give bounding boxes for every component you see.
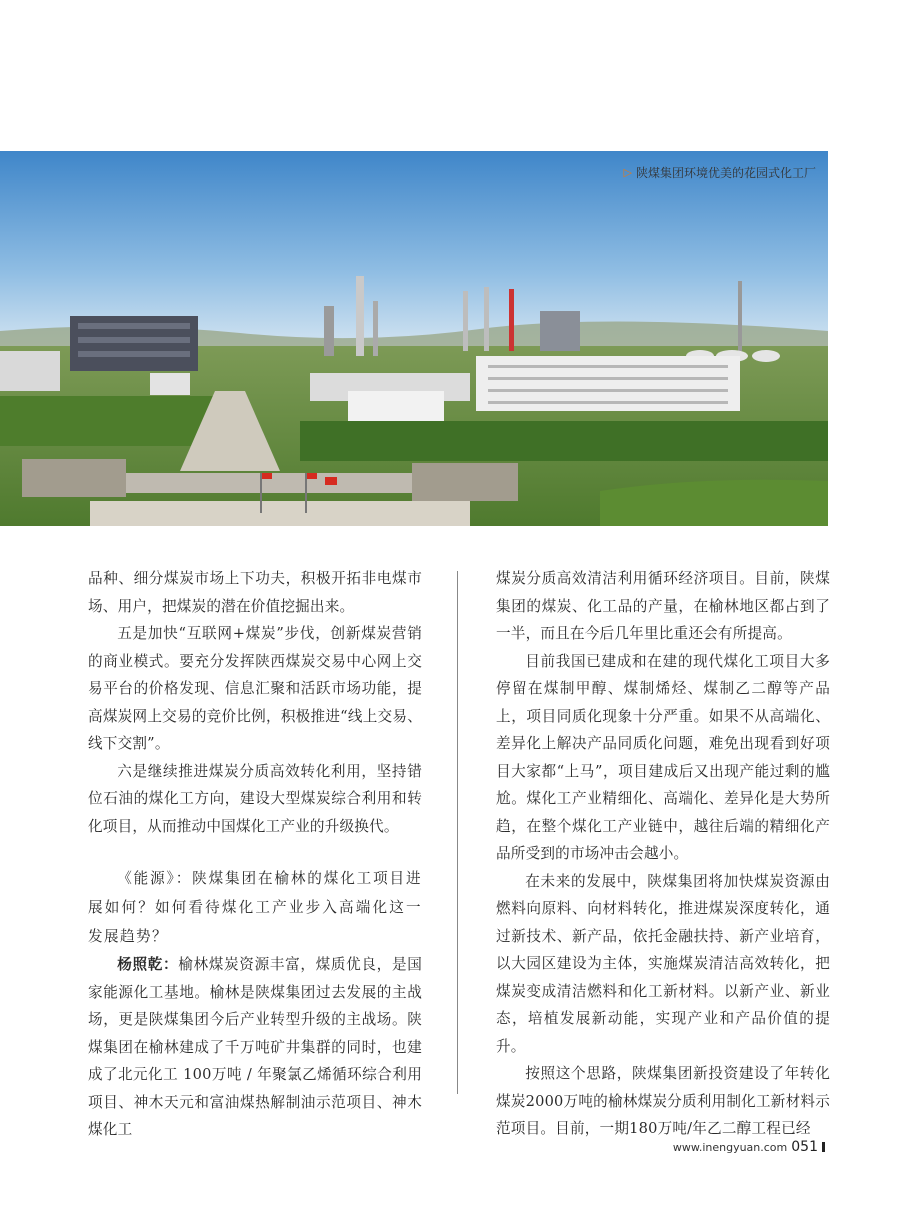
right-paragraph-3: 在未来的发展中，陕煤集团将加快煤炭资源由燃料向原料、向材料转化，推进煤炭深度转化，通过新技术、新产品，依托金融扶持、新产业培育，以大园区建设为主体，实施煤炭清洁高效转化，把煤炭变成清洁燃料和化工新材料。以新产业、新业态，培植发展新动能，实现产业和产品价值的提升。 bbox=[496, 872, 830, 1055]
interview-question: 《能源》：陕煤集团在榆林的煤化工项目进展如何？如何看待煤化工产业步入高端化这一发展趋势？ bbox=[88, 870, 422, 945]
right-paragraph-4: 按照这个思路，陕煤集团新投资建设了年转化煤炭2000万吨的榆林煤炭分质利用制化工新材料示范项目。目前，一期180万吨/年乙二醇工程已经 bbox=[496, 1065, 830, 1137]
speaker-name: 杨照乾： bbox=[117, 956, 179, 973]
right-column bbox=[496, 565, 830, 1143]
right-paragraph-2: 目前我国已建成和在建的现代煤化工项目大多停留在煤制甲醇、煤制烯烃、煤制乙二醇等产品上，项目同质化现象十分严重。如果不从高端化、差异化上解决产品同质化问题，难免出现看到好项目大家都“上马”，项目建成后又出现产能过剩的尴尬。煤化工产业精细化、高端化、差异化是大势所趋，在整个煤化工产业链中，越往后端的精细化产品所受到的市场冲击会越小。 bbox=[496, 652, 830, 862]
column-divider bbox=[457, 571, 458, 1094]
caption-triangle-icon: ▷ bbox=[623, 166, 632, 179]
footer-url: www.inengyuan.com bbox=[672, 1140, 788, 1154]
photo-caption bbox=[624, 164, 816, 181]
left-column bbox=[88, 565, 422, 1144]
left-paragraph-2: 五是加快“互联网+煤炭”步伐，创新煤炭营销的商业模式。要充分发挥陕西煤炭交易中心网上交易平台的价格发现、信息汇聚和活跃市场功能，提高煤炭网上交易的竞价比例，积极推进“线上交易、线下交割”。 bbox=[88, 625, 422, 752]
right-paragraph-1: 煤炭分质高效清洁利用循环经济项目。目前，陕煤集团的煤炭、化工品的产量，在榆林地区都占到了一半，而且在今后几年里比重还会有所提高。 bbox=[496, 570, 830, 642]
page-footer bbox=[673, 1139, 828, 1155]
factory-illustration bbox=[0, 151, 828, 526]
page-number: 051 bbox=[791, 1139, 818, 1155]
page-marker-icon bbox=[822, 1142, 828, 1152]
caption-text: 陕煤集团环境优美的花园式化工厂 bbox=[635, 166, 816, 180]
factory-photo bbox=[0, 151, 828, 526]
left-paragraph-1: 品种、细分煤炭市场上下功夫，积极开拓非电煤市场、用户，把煤炭的潜在价值挖掘出来。 bbox=[88, 570, 422, 615]
left-paragraph-3: 六是继续推进煤炭分质高效转化利用，坚持错位石油的煤化工方向，建设大型煤炭综合利用和转化项目，从而推动中国煤化工产业的升级换代。 bbox=[88, 762, 422, 835]
answer-text: 榆林煤炭资源丰富，煤质优良，是国家能源化工基地。榆林是陕煤集团过去发展的主战场，更是陕煤集团今后产业转型升级的主战场。陕煤集团在榆林建成了千万吨矿井集群的同时，也建成了北元化工 100万吨 / 年聚氯乙烯循环综合利用项目、神木天元和富油煤热解制油示范项目、神木煤化工 bbox=[88, 956, 422, 1138]
interview-answer bbox=[88, 951, 422, 1144]
